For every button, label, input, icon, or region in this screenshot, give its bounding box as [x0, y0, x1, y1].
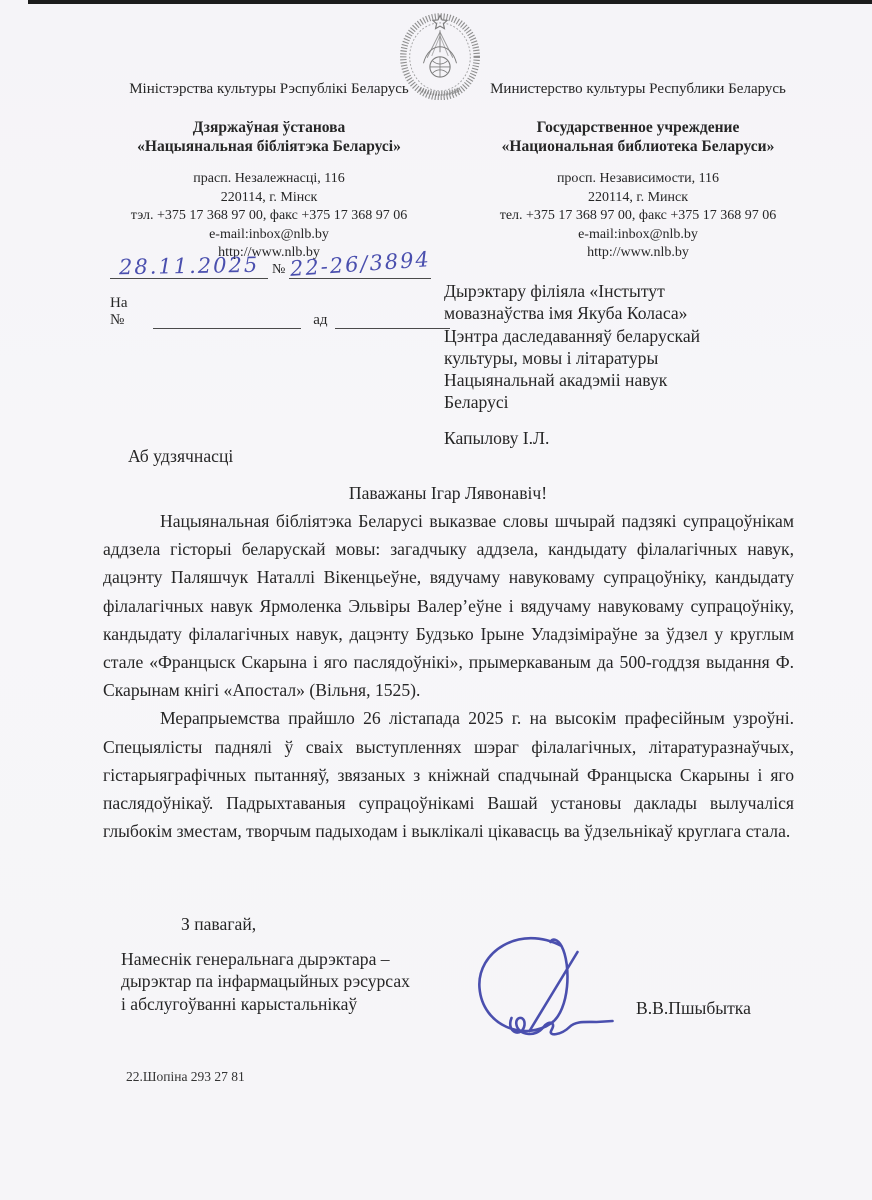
number-sign-label: № [272, 262, 286, 277]
letterhead-russian-column [466, 80, 810, 263]
letterhead-belarusian-column [96, 80, 442, 263]
address-city-by: 220114, г. Мінск [220, 189, 318, 205]
valediction: З павагай, [181, 914, 257, 934]
address-website-by: http://www.nlb.by [218, 245, 320, 261]
address-email-by: e-mail:inbox@nlb.by [209, 226, 329, 242]
reply-from-label: ад [313, 312, 328, 328]
number-line [289, 247, 432, 281]
scanner-edge-artifact [28, 0, 872, 4]
date-line [110, 254, 268, 279]
handwritten-signature-icon [452, 932, 637, 1044]
recipient-line: мовазнаўства імя Якуба Коласа» [444, 303, 688, 324]
body-paragraph-1: Нацыянальная бібліятэка Беларусі выказвае словы шчырай падзякі супрацоўнікам аддзела гісторыі беларускай мовы: загадчыку аддзела, кандыдату філалагічных навук, дацэнту Паляшчук Наталлі Вікенцьеўне, вядучаму навуковаму супрацоўніку, кандыдату філалагічных навук Ярмоленка Эльвіры Валер’еўне і вядучаму навуковаму супрацоўніку, кандыдату філалагічных навук, дацэнту Будзько Ірыне Уладзіміраўне за ўдзел у круглым стале «Францыск Скарына і яго паслядоўнікі», прымеркаваным да 500-годдзя выдання Ф. Скарынам кнігі «Апостал» (Вільня, 1525). [103, 511, 794, 701]
recipient-block [444, 280, 800, 449]
body-paragraph-2: Мерапрыемства прайшло 26 лістапада 2025 г. на высокім прафесійным узроўні. Спецыялісты паднялі ў сваіх выступленнях шэраг філалагічных, літаратуразнаўчых, гістарыяграфічных пытанняў, звязаных з кніжнай спадчынай Францыска Скарыны і яго паслядоўнікаў. Падрыхтаваныя супрацоўнікамі Вашай установы даклады вылучаліся глыбокім зместам, творчым падыходам і выклікалі цікавасць ва ўдзельнікаў круглага стала. [103, 708, 794, 842]
org-name-by-line2: «Нацыянальная бібліятэка Беларусі» [137, 137, 401, 155]
executor-footer-note: 22.Шопіна 293 27 81 [126, 1069, 245, 1084]
reply-number-label: На № [110, 295, 128, 328]
letter-body [103, 507, 794, 845]
signer-title-block [121, 948, 410, 1015]
signature-svg [452, 932, 637, 1044]
recipient-line: Цэнтра даследаванняў беларускай [444, 325, 701, 346]
signer-title-line: і абслугоўванні карыстальнікаў [121, 993, 358, 1014]
ministry-name-by: Міністэрства культуры Рэспублікі Беларусь [129, 81, 409, 97]
reply-reference-row [110, 295, 450, 329]
recipient-line: Нацыянальнай акадэміі навук [444, 370, 668, 391]
org-address-ru [466, 170, 810, 263]
reply-date-blank-line [335, 313, 450, 329]
org-name-by-line1: Дзяржаўная ўстанова [192, 119, 346, 136]
org-name-ru-line2: «Национальная библиотека Беларуси» [501, 137, 775, 155]
reply-number-blank-line [153, 313, 301, 329]
ministry-name-ru: Министерство культуры Республики Беларусь [490, 81, 786, 97]
signer-title-line: Намеснік генеральнага дырэктара – [121, 949, 390, 969]
recipient-line: Беларусі [444, 392, 509, 413]
salutation: Паважаны Ігар Лявонавіч! [348, 483, 548, 503]
handwritten-date: 28.11.2025 [118, 252, 260, 280]
address-phone-ru: тел. +375 17 368 97 00, факс +375 17 368 97 06 [499, 208, 777, 224]
address-city-ru: 220114, г. Минск [587, 189, 689, 205]
recipient-line: Дырэктару філіяла «Інстытут [444, 281, 665, 301]
signer-name: В.В.Пшыбытка [636, 998, 751, 1018]
org-name-ru-line1: Государственное учреждение [536, 119, 740, 136]
address-street-ru: просп. Независимости, 116 [556, 171, 720, 186]
signer-title-line: дырэктар па інфармацыйных рэсурсах [121, 971, 410, 992]
address-street-by: прасп. Незалежнасці, 116 [193, 171, 345, 186]
address-email-ru: e-mail:inbox@nlb.by [578, 226, 698, 242]
recipient-name: Капылову І.Л. [444, 427, 550, 448]
address-phone-by: тэл. +375 17 368 97 00, факс +375 17 368 97 06 [130, 208, 408, 224]
recipient-line: культуры, мовы і літаратуры [444, 347, 659, 368]
subject-line: Аб удзячнасці [128, 446, 234, 466]
handwritten-outgoing-number: 22-26/3894 [289, 247, 432, 281]
address-website-ru: http://www.nlb.by [587, 245, 689, 261]
